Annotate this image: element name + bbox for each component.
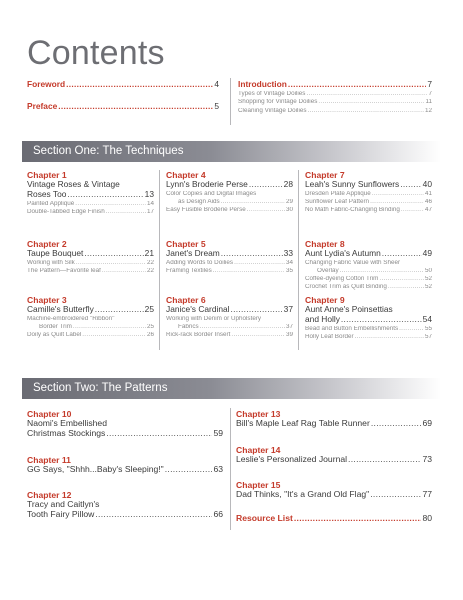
subentry-link-leader bbox=[399, 326, 424, 332]
subentry-link[interactable] bbox=[27, 260, 154, 266]
front-matter-entry bbox=[27, 80, 219, 88]
chapter-link-label: and Holly bbox=[305, 314, 340, 324]
chapter-entry bbox=[305, 240, 432, 290]
front-matter-link[interactable] bbox=[238, 80, 432, 88]
subentry-link-leader bbox=[234, 260, 285, 266]
subentry-link-page: 17 bbox=[146, 208, 154, 215]
chapter-link-label: Tooth Fairy Pillow bbox=[27, 509, 95, 519]
chapter-entry bbox=[27, 456, 223, 474]
subentry-link-label: Types of Vintage Doilies bbox=[238, 90, 306, 97]
subentry-link[interactable] bbox=[27, 324, 154, 330]
subentry-link-leader bbox=[388, 284, 424, 290]
section-one-header bbox=[22, 141, 441, 162]
chapter-link-page: 54 bbox=[422, 314, 432, 324]
subentry-link-page: 46 bbox=[424, 198, 432, 205]
subentry-link-label: Painted Appliqué bbox=[27, 200, 75, 207]
subentry-link-leader bbox=[200, 324, 285, 330]
column-divider bbox=[159, 170, 160, 350]
subentry-link-label: Fabrics bbox=[178, 323, 199, 330]
chapter-link[interactable] bbox=[27, 190, 154, 199]
chapter-label: Chapter 5 bbox=[166, 239, 206, 249]
subentry-link-page: 14 bbox=[146, 200, 154, 207]
chapter-link-leader bbox=[95, 305, 144, 314]
chapter-link-page: 77 bbox=[422, 489, 432, 499]
subentry-link-leader bbox=[106, 209, 146, 215]
subentry-link-page: 12 bbox=[424, 107, 432, 114]
chapter-link-leader bbox=[371, 419, 422, 429]
subentry-link-label: Holly Leaf Border bbox=[305, 333, 354, 340]
chapter-link-label: Roses Too bbox=[27, 189, 67, 199]
subentry-link-leader bbox=[102, 268, 146, 274]
chapter-link-label: Janet's Dream bbox=[166, 248, 220, 258]
subentry-link-leader bbox=[308, 108, 424, 114]
subentry-link[interactable] bbox=[166, 316, 293, 322]
subentry-link-page: 26 bbox=[146, 332, 154, 339]
resource-list-link-leader bbox=[294, 514, 422, 523]
subentry-link-page: 47 bbox=[424, 207, 432, 214]
subentry-link[interactable] bbox=[166, 324, 293, 330]
chapter-label: Chapter 15 bbox=[236, 480, 281, 490]
chapter-entry bbox=[166, 296, 293, 338]
chapter-entry bbox=[27, 296, 154, 338]
subentry-link-leader bbox=[231, 332, 285, 338]
subentry-link-leader bbox=[76, 260, 146, 266]
subentry-link-leader bbox=[306, 91, 427, 97]
chapter-label: Chapter 6 bbox=[166, 295, 206, 305]
subentry-link-page: 39 bbox=[285, 332, 293, 339]
front-matter-link-leader bbox=[58, 102, 213, 110]
page-title: Contents bbox=[27, 34, 165, 72]
subentry-link[interactable] bbox=[27, 316, 154, 322]
chapter-entry bbox=[166, 240, 293, 274]
chapter-link-page: 66 bbox=[213, 509, 223, 519]
subentry-link-page: 11 bbox=[425, 99, 432, 106]
subentry-link[interactable] bbox=[27, 268, 154, 274]
chapter-link-page: 49 bbox=[422, 248, 432, 258]
subentry-link-leader bbox=[372, 191, 424, 197]
chapter-link-leader bbox=[370, 490, 421, 500]
chapter-link-label: GG Says, "Shhh...Baby's Sleeping!" bbox=[27, 464, 164, 474]
chapter-link-page: 63 bbox=[213, 464, 223, 474]
chapter-entry bbox=[236, 410, 432, 428]
section-one-header-title: Section One: The Techniques bbox=[33, 145, 184, 157]
subentry-link-label: as Design Aids bbox=[178, 198, 220, 205]
subentry-link-label: Adding Words to Doilies bbox=[166, 259, 234, 266]
chapter-link-leader bbox=[348, 455, 421, 465]
chapter-link[interactable] bbox=[305, 180, 432, 189]
subentry-link[interactable] bbox=[238, 99, 432, 105]
chapter-link[interactable] bbox=[27, 510, 223, 520]
chapter-label: Chapter 4 bbox=[166, 170, 206, 180]
chapter-link-leader bbox=[221, 249, 283, 258]
subentry-link-label: Sunflower Leaf Pattern bbox=[305, 198, 370, 205]
chapter-link-leader bbox=[95, 510, 212, 520]
front-matter-link-page: 4 bbox=[214, 80, 219, 89]
chapter-link[interactable] bbox=[236, 490, 432, 500]
subentry-link[interactable] bbox=[27, 209, 154, 215]
subentry-link-label: Machine-embroidered "Ribbon" bbox=[27, 315, 115, 322]
chapter-link-leader bbox=[341, 315, 422, 324]
chapter-link-leader bbox=[382, 249, 422, 258]
chapter-link-page: 28 bbox=[283, 179, 293, 189]
chapter-link-label: Taupe Bouquet bbox=[27, 248, 84, 258]
chapter-entry bbox=[236, 481, 432, 499]
chapter-link-page: 40 bbox=[422, 179, 432, 189]
subentry-link-page: 50 bbox=[424, 267, 432, 274]
chapter-link-page: 21 bbox=[144, 248, 154, 258]
subentry-link-leader bbox=[355, 334, 424, 340]
subentry-link[interactable] bbox=[166, 191, 293, 197]
chapter-link-page: 13 bbox=[144, 189, 154, 199]
subentry-link-page: 7 bbox=[428, 90, 432, 97]
subentry-link[interactable] bbox=[238, 108, 432, 114]
subentry-link[interactable] bbox=[305, 199, 432, 205]
subentry-link[interactable] bbox=[166, 199, 293, 205]
subentry-link-page: 29 bbox=[285, 198, 293, 205]
chapter-entry bbox=[27, 240, 154, 274]
column-divider bbox=[230, 78, 231, 125]
chapter-link[interactable] bbox=[236, 419, 432, 429]
chapter-entry bbox=[27, 410, 223, 439]
subentry-link-leader bbox=[213, 268, 285, 274]
chapter-label: Chapter 13 bbox=[236, 409, 281, 419]
chapter-link-label: Lynn's Broderie Perse bbox=[166, 179, 248, 189]
chapter-label: Chapter 1 bbox=[27, 170, 67, 180]
chapter-link[interactable] bbox=[27, 465, 223, 475]
subentry-link-leader bbox=[73, 324, 146, 330]
front-matter-link-label: Introduction bbox=[238, 80, 287, 89]
subentry-link[interactable] bbox=[166, 260, 293, 266]
resource-list-link[interactable] bbox=[236, 514, 432, 523]
subentry-link-page: 41 bbox=[424, 190, 432, 197]
subentry-link[interactable] bbox=[305, 334, 432, 340]
subentry-link-label: Framing Textiles bbox=[166, 267, 212, 274]
chapter-link-leader bbox=[106, 429, 212, 439]
chapter-link-leader bbox=[84, 249, 143, 258]
chapter-link-leader bbox=[231, 305, 283, 314]
chapter-link-label: Christmas Stockings bbox=[27, 428, 106, 438]
chapter-label: Chapter 9 bbox=[305, 295, 345, 305]
chapter-link[interactable] bbox=[166, 305, 293, 314]
chapter-entry bbox=[27, 491, 223, 520]
subentry-link-label: Bead and Button Embellishments bbox=[305, 325, 399, 332]
chapter-entry bbox=[166, 171, 293, 213]
subentry-link[interactable] bbox=[305, 260, 432, 266]
subentry-link-label: Color Copies and Digital Images bbox=[166, 190, 257, 197]
section-two-header-title: Section Two: The Patterns bbox=[33, 382, 168, 394]
subentry-link[interactable] bbox=[27, 332, 154, 338]
chapter-link[interactable] bbox=[166, 180, 293, 189]
chapter-title-line: Aunt Anne's Poinsettias bbox=[305, 304, 393, 315]
subentry-link-label: Cleaning Vintage Doilies bbox=[238, 107, 307, 114]
subentry-link-page: 55 bbox=[424, 325, 432, 332]
subentry-link-label: Double-Tabbed Edge Finish bbox=[27, 208, 105, 215]
chapter-link-leader bbox=[249, 180, 283, 189]
subentry-link[interactable] bbox=[166, 207, 293, 213]
chapter-link-label: Janice's Cardinal bbox=[166, 304, 230, 314]
subentry-link-leader bbox=[379, 276, 424, 282]
chapter-link-label: Aunt Lydia's Autumn bbox=[305, 248, 381, 258]
subentry-link-leader bbox=[318, 99, 424, 105]
subentry-link-leader bbox=[247, 207, 285, 213]
chapter-link-label: Leslie's Personalized Journal bbox=[236, 454, 348, 464]
chapter-link-page: 59 bbox=[213, 428, 223, 438]
subentry-link[interactable] bbox=[166, 332, 293, 338]
subentry-link-page: 35 bbox=[285, 267, 293, 274]
chapter-title-line: Vintage Roses & Vintage bbox=[27, 179, 120, 190]
resource-entry bbox=[236, 514, 432, 523]
chapter-link-leader bbox=[67, 190, 143, 199]
subentry-link-label: Coffee-dyeing Cotton Trim bbox=[305, 276, 379, 283]
subentry-link-page: 37 bbox=[285, 323, 293, 330]
chapter-label: Chapter 11 bbox=[27, 455, 71, 465]
chapter-label: Chapter 8 bbox=[305, 239, 345, 249]
subentry-link[interactable] bbox=[305, 326, 432, 332]
front-matter-entry bbox=[27, 102, 219, 110]
chapter-link-page: 25 bbox=[144, 304, 154, 314]
subentry-link-label: Easy Fusible Broderie Perse bbox=[166, 207, 246, 214]
subentry-link-label: Overlay bbox=[317, 267, 339, 274]
subentry-link-page: 22 bbox=[146, 259, 154, 266]
subentry-link[interactable] bbox=[27, 201, 154, 207]
resource-list-link-label: Resource List bbox=[236, 514, 293, 523]
front-matter-link-label: Foreword bbox=[27, 80, 66, 89]
front-matter-link-leader bbox=[66, 80, 213, 88]
front-matter-link-leader bbox=[288, 80, 426, 88]
chapter-label: Chapter 7 bbox=[305, 170, 345, 180]
subentry-link-label: Working with Denim or Upholstery bbox=[166, 315, 262, 322]
subentry-link[interactable] bbox=[305, 207, 432, 213]
subentry-link-page: 34 bbox=[285, 259, 293, 266]
chapter-link-page: 37 bbox=[283, 304, 293, 314]
column-divider bbox=[298, 170, 299, 350]
subentry-link-page: 25 bbox=[146, 323, 154, 330]
chapter-link-label: Dad Thinks, "It's a Grand Old Flag" bbox=[236, 489, 370, 499]
chapter-link[interactable] bbox=[305, 249, 432, 258]
subentry-link-leader bbox=[340, 268, 424, 274]
chapter-label: Chapter 12 bbox=[27, 490, 72, 500]
subentry-link-page: 57 bbox=[424, 333, 432, 340]
subentry-link[interactable] bbox=[305, 284, 432, 290]
front-matter-link-label: Preface bbox=[27, 102, 58, 111]
chapter-label: Chapter 14 bbox=[236, 445, 281, 455]
subentry-link-leader bbox=[401, 207, 424, 213]
chapter-entry bbox=[27, 171, 154, 215]
subentry-link-label: Doily as Quilt Label bbox=[27, 332, 82, 339]
resource-list-link-page: 80 bbox=[422, 514, 432, 523]
chapter-link-leader bbox=[165, 465, 213, 475]
subentry-link-label: Dresden Plate Appliqué bbox=[305, 190, 371, 197]
section-two-header bbox=[22, 378, 441, 399]
subentry-link-label: Shopping for Vintage Doilies bbox=[238, 99, 318, 106]
chapter-link[interactable] bbox=[27, 429, 223, 439]
chapter-link-label: Camille's Butterfly bbox=[27, 304, 94, 314]
chapter-link-label: Bill's Maple Leaf Rag Table Runner bbox=[236, 418, 370, 428]
chapter-title-line: Naomi's Embellished bbox=[27, 418, 107, 429]
subentry-link-leader bbox=[221, 199, 285, 205]
subentry-link-leader bbox=[82, 332, 146, 338]
chapter-link-page: 73 bbox=[422, 454, 432, 464]
chapter-label: Chapter 2 bbox=[27, 239, 67, 249]
chapter-link-leader bbox=[400, 180, 421, 189]
subentry-link-page: 52 bbox=[424, 284, 432, 291]
subentry-link-label: Changing Fabric Value with Sheer bbox=[305, 259, 401, 266]
front-matter-link[interactable] bbox=[27, 80, 219, 88]
subentry-link-label: Rick-rack Border Insert bbox=[166, 332, 231, 339]
chapter-link[interactable] bbox=[27, 305, 154, 314]
subentry-link-page: 52 bbox=[424, 276, 432, 283]
chapter-label: Chapter 10 bbox=[27, 409, 72, 419]
chapter-link-page: 69 bbox=[422, 418, 432, 428]
chapter-link[interactable] bbox=[236, 455, 432, 465]
column-divider bbox=[230, 408, 231, 530]
subentry-link-page: 22 bbox=[146, 267, 154, 274]
chapter-link-label: Leah's Sunny Sunflowers bbox=[305, 179, 400, 189]
chapter-link[interactable] bbox=[27, 249, 154, 258]
front-matter-entry bbox=[238, 80, 432, 114]
subentry-link-label: The Pattern—Favorite leaf bbox=[27, 267, 101, 274]
subentry-link-page: 30 bbox=[285, 207, 293, 214]
subentry-link-leader bbox=[75, 201, 146, 207]
subentry-link-label: Crochet Trim as Quilt Binding bbox=[305, 284, 387, 291]
front-matter-link[interactable] bbox=[27, 102, 219, 110]
subentry-link-label: No Math Fabric-Changing Binding bbox=[305, 207, 400, 214]
chapter-title-line: Tracy and Caitlyn's bbox=[27, 499, 100, 510]
subentry-link-label: Border Trim bbox=[39, 323, 72, 330]
chapter-entry bbox=[236, 446, 432, 464]
front-matter-link-page: 7 bbox=[427, 80, 432, 89]
front-matter-link-page: 5 bbox=[214, 102, 219, 111]
subentry-link[interactable] bbox=[305, 276, 432, 282]
chapter-entry bbox=[305, 296, 432, 340]
subentry-link[interactable] bbox=[305, 268, 432, 274]
chapter-link[interactable] bbox=[166, 249, 293, 258]
subentry-link-label: Working with Silk bbox=[27, 259, 75, 266]
subentry-link[interactable] bbox=[238, 91, 432, 97]
chapter-entry bbox=[305, 171, 432, 213]
chapter-label: Chapter 3 bbox=[27, 295, 67, 305]
subentry-link[interactable] bbox=[305, 191, 432, 197]
chapter-link-page: 33 bbox=[283, 248, 293, 258]
subentry-link[interactable] bbox=[166, 268, 293, 274]
subentry-link-leader bbox=[370, 199, 424, 205]
chapter-link[interactable] bbox=[305, 315, 432, 324]
